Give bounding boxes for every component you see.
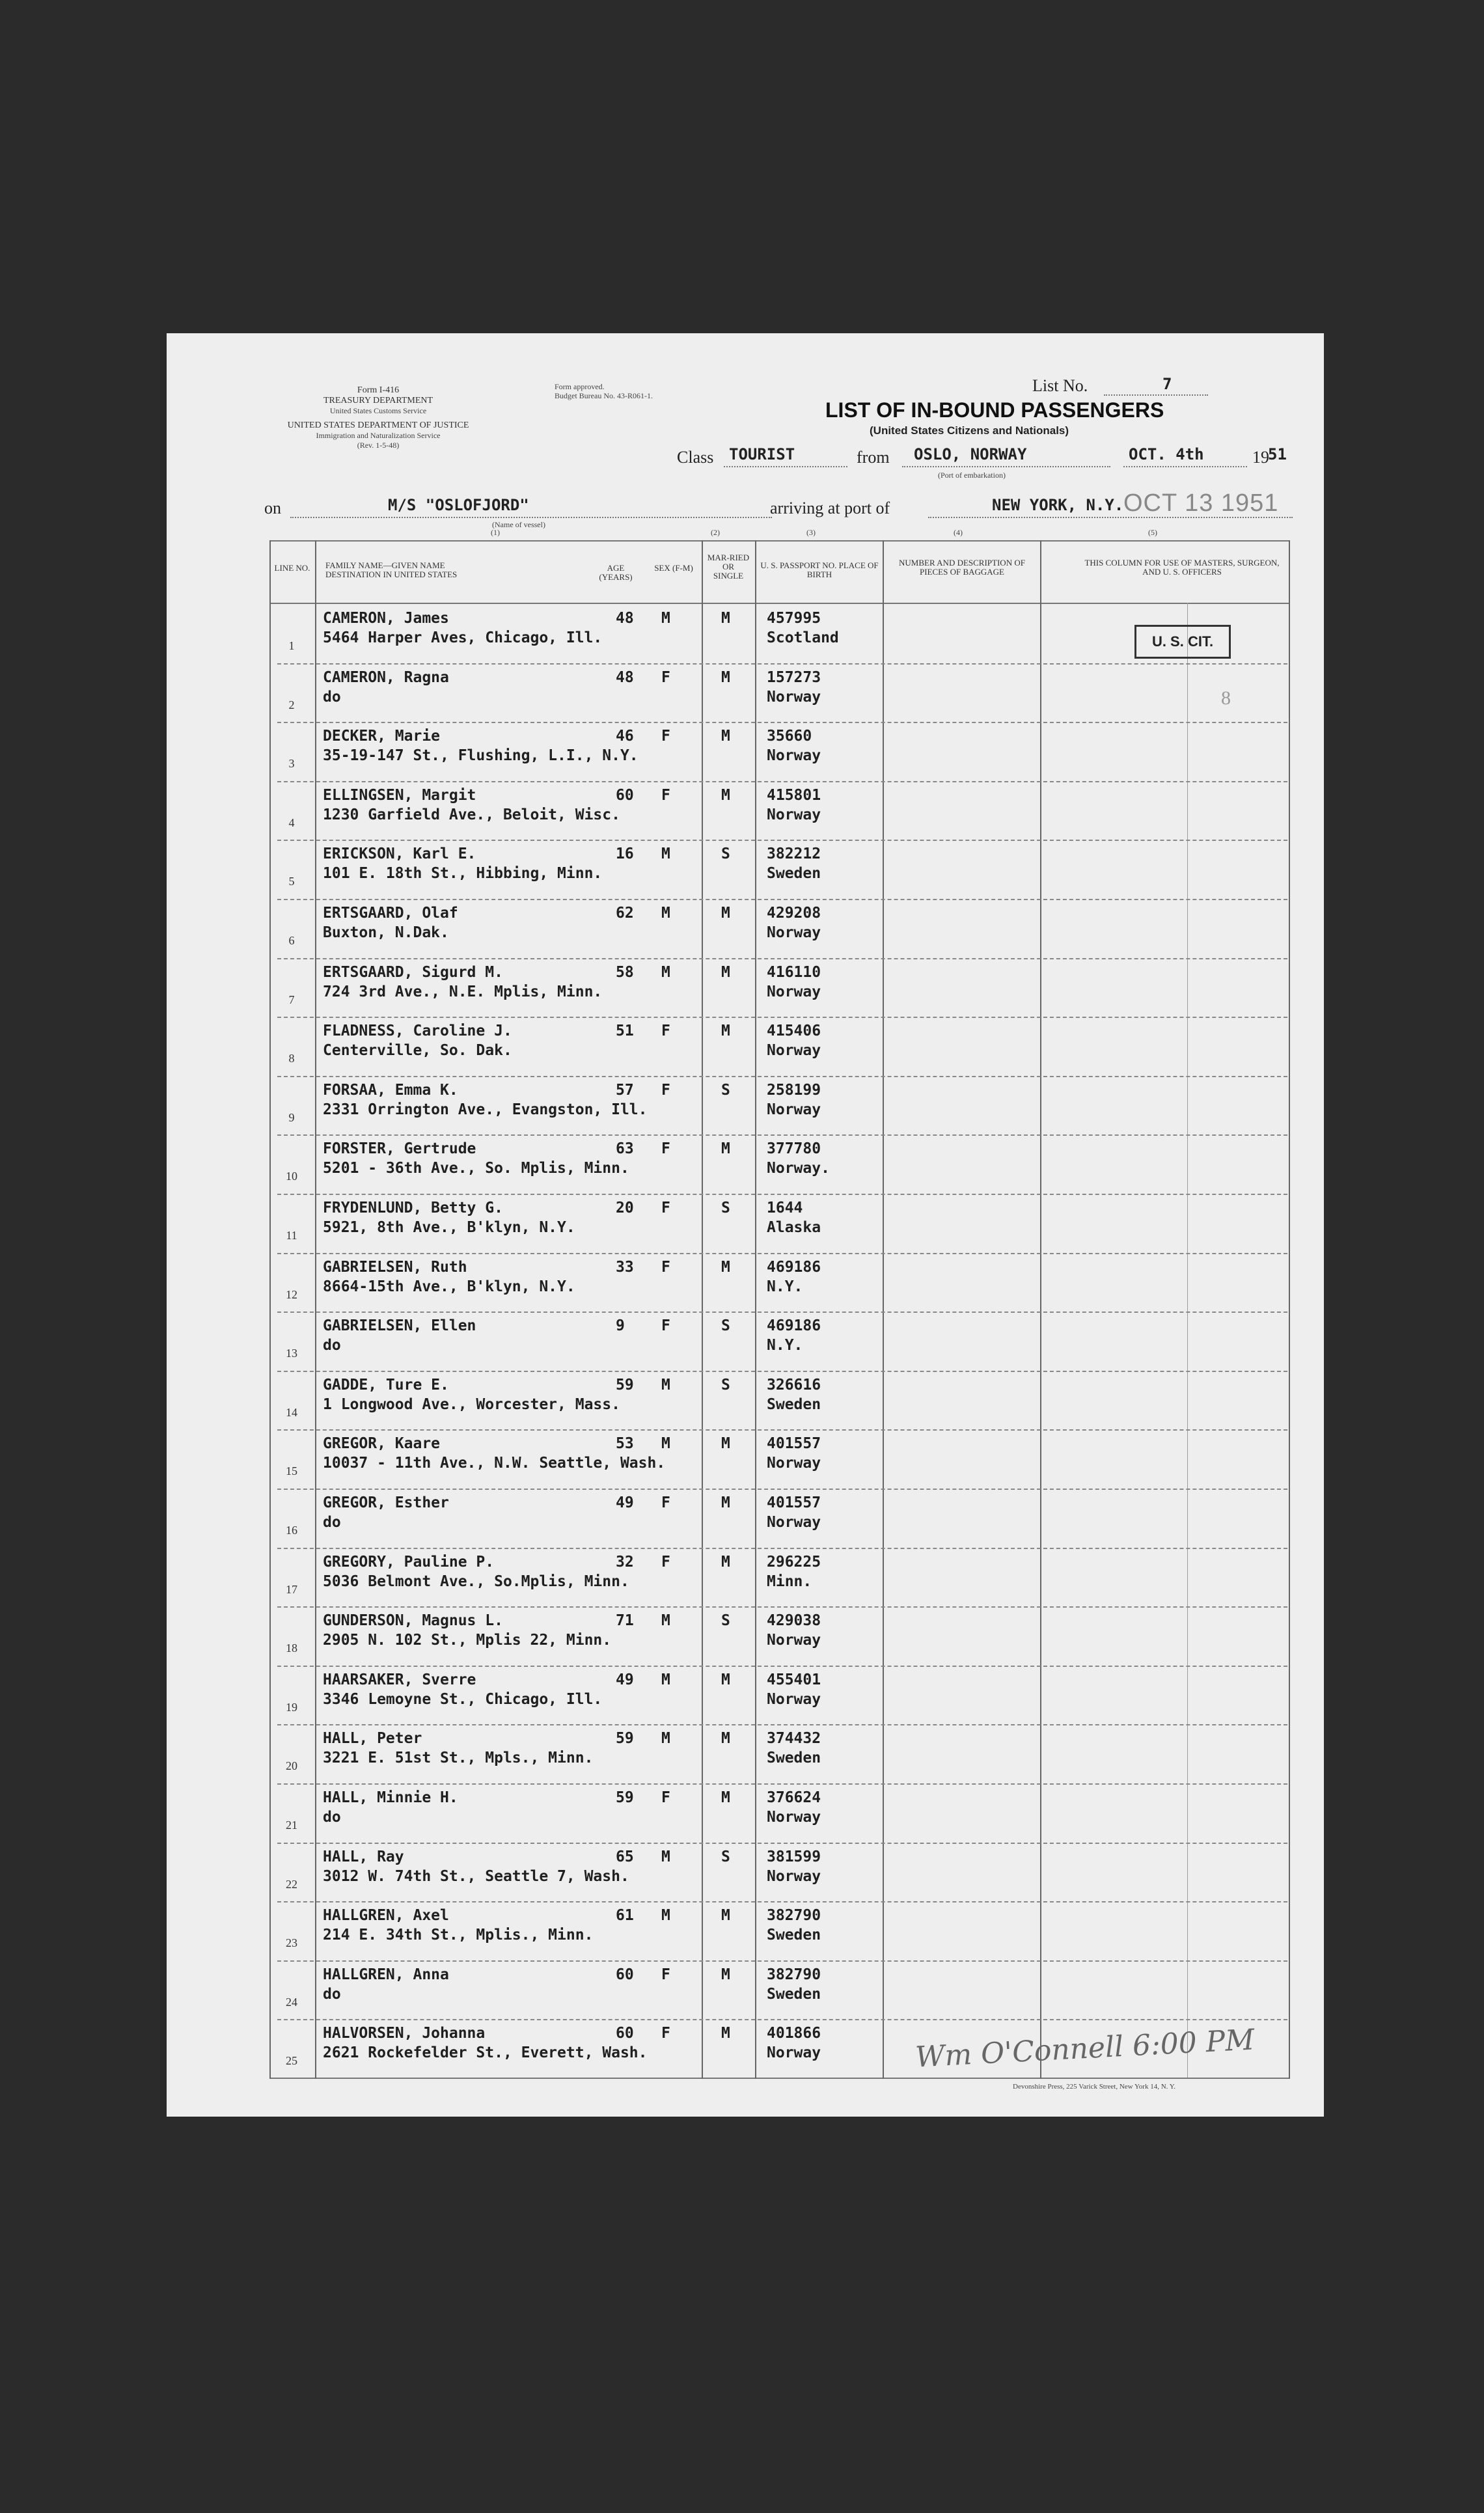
officer-signature: Wm O'Connell 6:00 PM — [914, 2023, 1256, 2074]
passenger-name: ELLINGSEN, Margit — [323, 786, 476, 804]
passenger-name: HALLGREN, Axel — [323, 1907, 449, 1925]
row-divider — [277, 663, 1287, 665]
col-number-5: (5) — [1148, 528, 1157, 537]
header-officers: THIS COLUMN FOR USE OF MASTERS, SURGEON, AND U. S. OFFICERS — [1084, 558, 1280, 577]
passenger-address: do — [323, 1809, 341, 1826]
passenger-age: 51 — [616, 1023, 634, 1040]
marital-status: M — [721, 1966, 730, 1983]
col-number-2: (2) — [711, 528, 720, 537]
passenger-sex: F — [661, 1023, 670, 1040]
place-of-birth: Norway — [767, 1455, 821, 1472]
place-of-birth: Norway — [767, 1690, 821, 1708]
passport-number: 382790 — [767, 1907, 821, 1925]
year-prefix: 19 — [1252, 448, 1269, 467]
passenger-sex: M — [661, 845, 670, 863]
passenger-address: do — [323, 1337, 341, 1354]
place-of-birth: Norway — [767, 1514, 821, 1531]
passenger-sex: M — [661, 905, 670, 922]
passenger-name: HALL, Peter — [323, 1730, 422, 1748]
row-divider — [277, 1253, 1287, 1254]
passport-number: 377780 — [767, 1140, 821, 1158]
place-of-birth: Norway — [767, 2044, 821, 2062]
passenger-name: GREGOR, Kaare — [323, 1435, 441, 1453]
margin-mark: 8 — [1221, 687, 1231, 709]
line-number: 12 — [286, 1287, 297, 1301]
passenger-age: 65 — [616, 1848, 634, 1865]
marital-status: M — [721, 2025, 730, 2042]
passenger-address: 5464 Harper Aves, Chicago, Ill. — [323, 629, 603, 646]
marital-status: M — [721, 728, 730, 745]
passenger-address: do — [323, 1985, 341, 2003]
passport-number: 296225 — [767, 1553, 821, 1571]
marital-status: M — [721, 1789, 730, 1806]
place-of-birth: Norway — [767, 924, 821, 941]
row-divider — [277, 1548, 1287, 1549]
row-divider — [277, 958, 1287, 959]
row-divider — [277, 1783, 1287, 1785]
passenger-sex: M — [661, 1671, 670, 1688]
passenger-name: CAMERON, Ragna — [323, 668, 449, 686]
class-label: Class — [677, 448, 714, 467]
passport-number: 401866 — [767, 2025, 821, 2042]
row-divider — [277, 1843, 1287, 1844]
passport-number: 382212 — [767, 845, 821, 863]
passenger-address: 5036 Belmont Ave., So.Mplis, Minn. — [323, 1572, 629, 1590]
passenger-name: GREGORY, Pauline P. — [323, 1553, 495, 1571]
header-passport: U. S. PASSPORT NO. PLACE OF BIRTH — [760, 560, 879, 579]
ins-service: Immigration and Naturalization Service — [316, 431, 441, 440]
marital-status: M — [721, 963, 730, 981]
row-divider — [277, 2019, 1287, 2020]
passenger-name: GUNDERSON, Magnus L. — [323, 1612, 503, 1630]
departure-date: OCT. 4th — [1129, 445, 1204, 463]
passport-number: 35660 — [767, 728, 812, 745]
passenger-address: 1 Longwood Ave., Worcester, Mass. — [323, 1395, 620, 1413]
passenger-age: 33 — [616, 1258, 634, 1276]
passenger-age: 59 — [616, 1376, 634, 1394]
marital-status: M — [721, 1553, 730, 1571]
list-number: 7 — [1162, 375, 1172, 393]
passenger-name: ERTSGAARD, Olaf — [323, 905, 458, 922]
passenger-age: 32 — [616, 1553, 634, 1571]
passenger-address: 3012 W. 74th St., Seattle 7, Wash. — [323, 1867, 629, 1885]
line-number: 24 — [286, 1995, 297, 2009]
passport-number: 429038 — [767, 1612, 821, 1630]
justice-dept: UNITED STATES DEPARTMENT OF JUSTICE — [287, 420, 469, 430]
marital-status: S — [721, 1612, 730, 1630]
line-number: 9 — [288, 1110, 295, 1124]
line-number: 22 — [286, 1877, 297, 1891]
place-of-birth: Norway — [767, 1632, 821, 1649]
line-number: 10 — [286, 1170, 297, 1183]
passenger-sex: M — [661, 1730, 670, 1748]
from-label: from — [857, 448, 890, 467]
passenger-sex: M — [661, 1848, 670, 1865]
place-of-birth: Sweden — [767, 1985, 821, 2003]
marital-status: M — [721, 905, 730, 922]
line-number: 19 — [286, 1700, 297, 1714]
list-no-label: List No. — [1032, 376, 1088, 395]
marital-status: S — [721, 1848, 730, 1865]
row-divider — [277, 899, 1287, 900]
passenger-name: ERTSGAARD, Sigurd M. — [323, 963, 503, 981]
passenger-name: GABRIELSEN, Ruth — [323, 1258, 467, 1276]
passenger-sex: F — [661, 1553, 670, 1571]
passport-number: 326616 — [767, 1376, 821, 1394]
line-number: 7 — [288, 993, 295, 1006]
passenger-age: 46 — [616, 728, 634, 745]
passenger-age: 60 — [616, 2025, 634, 2042]
passenger-age: 48 — [616, 610, 634, 627]
place-of-birth: N.Y. — [767, 1278, 803, 1295]
marital-status: M — [721, 786, 730, 804]
place-of-birth: Minn. — [767, 1572, 812, 1590]
passenger-age: 71 — [616, 1612, 634, 1630]
passport-number: 415406 — [767, 1023, 821, 1040]
marital-status: M — [721, 1671, 730, 1688]
line-number: 14 — [286, 1405, 297, 1419]
line-number: 4 — [288, 816, 295, 829]
passport-number: 415801 — [767, 786, 821, 804]
line-number: 2 — [288, 698, 295, 711]
passenger-sex: F — [661, 1789, 670, 1806]
marital-status: M — [721, 1140, 730, 1158]
passenger-sex: F — [661, 1317, 670, 1335]
line-number: 23 — [286, 1936, 297, 1950]
marital-status: S — [721, 1317, 730, 1335]
row-divider — [277, 1134, 1287, 1136]
header-line-no: LINE NO. — [274, 563, 310, 573]
passenger-name: DECKER, Marie — [323, 728, 441, 745]
marital-status: M — [721, 1730, 730, 1748]
arrival-date-stamp: OCT 13 1951 — [1123, 489, 1279, 517]
passenger-sex: F — [661, 2025, 670, 2042]
passenger-name: ERICKSON, Karl E. — [323, 845, 476, 863]
line-number: 17 — [286, 1582, 297, 1596]
place-of-birth: Sweden — [767, 1750, 821, 1767]
passenger-age: 57 — [616, 1081, 634, 1099]
passenger-sex: M — [661, 1907, 670, 1925]
marital-status: M — [721, 1435, 730, 1453]
passenger-sex: M — [661, 1612, 670, 1630]
passport-number: 469186 — [767, 1258, 821, 1276]
form-subtitle: (United States Citizens and Nationals) — [870, 424, 1069, 437]
line-number: 16 — [286, 1524, 297, 1537]
marital-status: M — [721, 610, 730, 627]
row-divider — [277, 1489, 1287, 1490]
passenger-name: GADDE, Ture E. — [323, 1376, 449, 1394]
passport-number: 376624 — [767, 1789, 821, 1806]
vessel-caption: (Name of vessel) — [492, 520, 545, 529]
form-number: Form I-416 — [357, 385, 400, 395]
row-divider — [277, 1194, 1287, 1195]
header-sex: SEX (F-M) — [654, 563, 693, 573]
passenger-age: 60 — [616, 1966, 634, 1983]
row-divider — [277, 1076, 1287, 1077]
passenger-sex: M — [661, 1435, 670, 1453]
row-divider — [277, 1724, 1287, 1725]
passenger-sex: F — [661, 1966, 670, 1983]
passenger-address: Buxton, N.Dak. — [323, 924, 449, 941]
marital-status: S — [721, 1081, 730, 1099]
passenger-age: 61 — [616, 1907, 634, 1925]
passenger-age: 48 — [616, 668, 634, 686]
passenger-name: GABRIELSEN, Ellen — [323, 1317, 476, 1335]
row-divider — [277, 1960, 1287, 1962]
passenger-name: HALVORSEN, Johanna — [323, 2025, 486, 2042]
budget-bureau: Budget Bureau No. 43-R061-1. — [555, 391, 653, 400]
header-name: FAMILY NAME—GIVEN NAME DESTINATION IN UNITED STATES — [325, 560, 458, 579]
line-number: 20 — [286, 1759, 297, 1773]
place-of-birth: Sweden — [767, 1927, 821, 1944]
arriving-label: arriving at port of — [770, 499, 890, 517]
row-divider — [277, 1901, 1287, 1902]
passenger-age: 49 — [616, 1494, 634, 1511]
header-age: AGE (YEARS) — [599, 563, 633, 582]
passenger-age: 20 — [616, 1200, 634, 1216]
passenger-address: Centerville, So. Dak. — [323, 1042, 512, 1060]
passport-number: 1644 — [767, 1200, 803, 1216]
line-number: 1 — [288, 639, 295, 652]
line-number: 25 — [286, 2054, 297, 2068]
passport-number: 374432 — [767, 1730, 821, 1748]
year-value: 51 — [1268, 445, 1287, 463]
line-number: 15 — [286, 1464, 297, 1478]
passenger-address: 35-19-147 St., Flushing, L.I., N.Y. — [323, 747, 639, 765]
passport-number: 401557 — [767, 1435, 821, 1453]
place-of-birth: Norway — [767, 1042, 821, 1060]
row-divider — [277, 1666, 1287, 1667]
passenger-sex: F — [661, 1494, 670, 1511]
place-of-birth: Scotland — [767, 629, 839, 646]
passenger-address: 1230 Garfield Ave., Beloit, Wisc. — [323, 806, 620, 823]
passport-number: 157273 — [767, 668, 821, 686]
marital-status: M — [721, 668, 730, 686]
passenger-address: do — [323, 688, 341, 706]
line-number: 5 — [288, 875, 295, 888]
passport-number: 382790 — [767, 1966, 821, 1983]
us-citizen-stamp: U. S. CIT. — [1134, 625, 1231, 659]
col-number-3: (3) — [806, 528, 816, 537]
passenger-sex: M — [661, 963, 670, 981]
passenger-age: 16 — [616, 845, 634, 863]
passenger-name: FORSTER, Gertrude — [323, 1140, 476, 1158]
row-divider — [277, 1429, 1287, 1431]
passenger-address: 101 E. 18th St., Hibbing, Minn. — [323, 865, 603, 883]
passenger-sex: F — [661, 1140, 670, 1158]
passenger-address: 214 E. 34th St., Mplis., Minn. — [323, 1927, 594, 1944]
customs-service: United States Customs Service — [329, 406, 427, 415]
passenger-address: 724 3rd Ave., N.E. Mplis, Minn. — [323, 983, 603, 1000]
place-of-birth: Norway — [767, 983, 821, 1000]
marital-status: S — [721, 1200, 730, 1216]
line-number: 8 — [288, 1052, 295, 1065]
passenger-age: 62 — [616, 905, 634, 922]
arrival-port: NEW YORK, N.Y. — [992, 496, 1124, 514]
passenger-age: 58 — [616, 963, 634, 981]
passenger-list-form — [167, 333, 1324, 2117]
on-label: on — [264, 499, 281, 517]
passenger-address: 3346 Lemoyne St., Chicago, Ill. — [323, 1690, 603, 1708]
passenger-sex: F — [661, 1081, 670, 1099]
passenger-address: 5921, 8th Ave., B'klyn, N.Y. — [323, 1219, 575, 1236]
passenger-name: HALLGREN, Anna — [323, 1966, 449, 1983]
place-of-birth: Norway — [767, 806, 821, 823]
vessel-name: M/S "OSLOFJORD" — [388, 496, 529, 514]
form-title: LIST OF IN-BOUND PASSENGERS — [825, 398, 1164, 422]
port-of-embarkation: OSLO, NORWAY — [914, 445, 1027, 463]
passenger-address: 2905 N. 102 St., Mplis 22, Minn. — [323, 1632, 612, 1649]
marital-status: M — [721, 1023, 730, 1040]
marital-status: S — [721, 845, 730, 863]
passenger-address: 8664-15th Ave., B'klyn, N.Y. — [323, 1278, 575, 1295]
passport-number: 429208 — [767, 905, 821, 922]
place-of-birth: Norway — [767, 1867, 821, 1885]
marital-status: M — [721, 1907, 730, 1925]
passenger-sex: M — [661, 610, 670, 627]
passenger-age: 49 — [616, 1671, 634, 1688]
passenger-address: 3221 E. 51st St., Mpls., Minn. — [323, 1750, 594, 1767]
line-number: 18 — [286, 1641, 297, 1655]
passenger-sex: F — [661, 1200, 670, 1216]
passenger-address: do — [323, 1514, 341, 1531]
passenger-age: 63 — [616, 1140, 634, 1158]
line-number: 6 — [288, 934, 295, 947]
place-of-birth: N.Y. — [767, 1337, 803, 1354]
passenger-name: GREGOR, Esther — [323, 1494, 449, 1511]
passenger-sex: F — [661, 668, 670, 686]
place-of-birth: Norway — [767, 688, 821, 706]
header-married: MAR-RIED OR SINGLE — [707, 553, 750, 581]
class-value: TOURIST — [729, 445, 795, 463]
passenger-address: 2621 Rockefelder St., Everett, Wash. — [323, 2044, 648, 2062]
treasury-dept: TREASURY DEPARTMENT — [323, 396, 433, 405]
passenger-age: 60 — [616, 786, 634, 804]
row-divider — [277, 1017, 1287, 1018]
passenger-name: HAARSAKER, Sverre — [323, 1671, 476, 1688]
header-baggage: NUMBER AND DESCRIPTION OF PIECES OF BAGGAGE — [899, 558, 1025, 577]
passport-number: 469186 — [767, 1317, 821, 1335]
passport-number: 416110 — [767, 963, 821, 981]
passport-number: 455401 — [767, 1671, 821, 1688]
row-divider — [277, 1371, 1287, 1372]
passenger-age: 59 — [616, 1789, 634, 1806]
passenger-name: FRYDENLUND, Betty G. — [323, 1200, 503, 1216]
passport-number: 381599 — [767, 1848, 821, 1865]
col-number-4: (4) — [954, 528, 963, 537]
passenger-name: FORSAA, Emma K. — [323, 1081, 458, 1099]
marital-status: S — [721, 1376, 730, 1394]
row-divider — [277, 1606, 1287, 1608]
printer-imprint: Devonshire Press, 225 Varick Street, New York 14, N. Y. — [1013, 2083, 1176, 2091]
passenger-sex: F — [661, 1258, 670, 1276]
line-number: 13 — [286, 1347, 297, 1360]
embarkation-caption: (Port of embarkation) — [938, 471, 1006, 480]
form-approved: Form approved. — [555, 382, 605, 391]
line-number: 3 — [288, 757, 295, 771]
passenger-name: HALL, Ray — [323, 1848, 404, 1865]
passport-number: 401557 — [767, 1494, 821, 1511]
marital-status: M — [721, 1494, 730, 1511]
passenger-sex: F — [661, 728, 670, 745]
passenger-age: 9 — [616, 1317, 625, 1335]
col-number-1: (1) — [491, 528, 500, 537]
line-number: 21 — [286, 1819, 297, 1832]
passport-number: 457995 — [767, 610, 821, 627]
place-of-birth: Norway — [767, 1809, 821, 1826]
place-of-birth: Norway. — [767, 1160, 830, 1177]
line-number: 11 — [286, 1229, 297, 1242]
passenger-age: 59 — [616, 1730, 634, 1748]
passenger-name: CAMERON, James — [323, 610, 449, 627]
passenger-sex: M — [661, 1376, 670, 1394]
passenger-address: 10037 - 11th Ave., N.W. Seattle, Wash. — [323, 1455, 666, 1472]
passenger-address: 5201 - 36th Ave., So. Mplis, Minn. — [323, 1160, 629, 1177]
row-divider — [277, 722, 1287, 723]
place-of-birth: Sweden — [767, 865, 821, 883]
passenger-name: HALL, Minnie H. — [323, 1789, 458, 1806]
place-of-birth: Norway — [767, 1101, 821, 1118]
place-of-birth: Norway — [767, 747, 821, 765]
passenger-name: FLADNESS, Caroline J. — [323, 1023, 512, 1040]
place-of-birth: Sweden — [767, 1395, 821, 1413]
place-of-birth: Alaska — [767, 1219, 821, 1236]
passport-number: 258199 — [767, 1081, 821, 1099]
row-divider — [277, 781, 1287, 782]
row-divider — [277, 1311, 1287, 1313]
row-divider — [277, 840, 1287, 841]
marital-status: M — [721, 1258, 730, 1276]
passenger-sex: F — [661, 786, 670, 804]
passenger-age: 53 — [616, 1435, 634, 1453]
passenger-address: 2331 Orrington Ave., Evangston, Ill. — [323, 1101, 648, 1118]
revision: (Rev. 1-5-48) — [357, 441, 400, 450]
